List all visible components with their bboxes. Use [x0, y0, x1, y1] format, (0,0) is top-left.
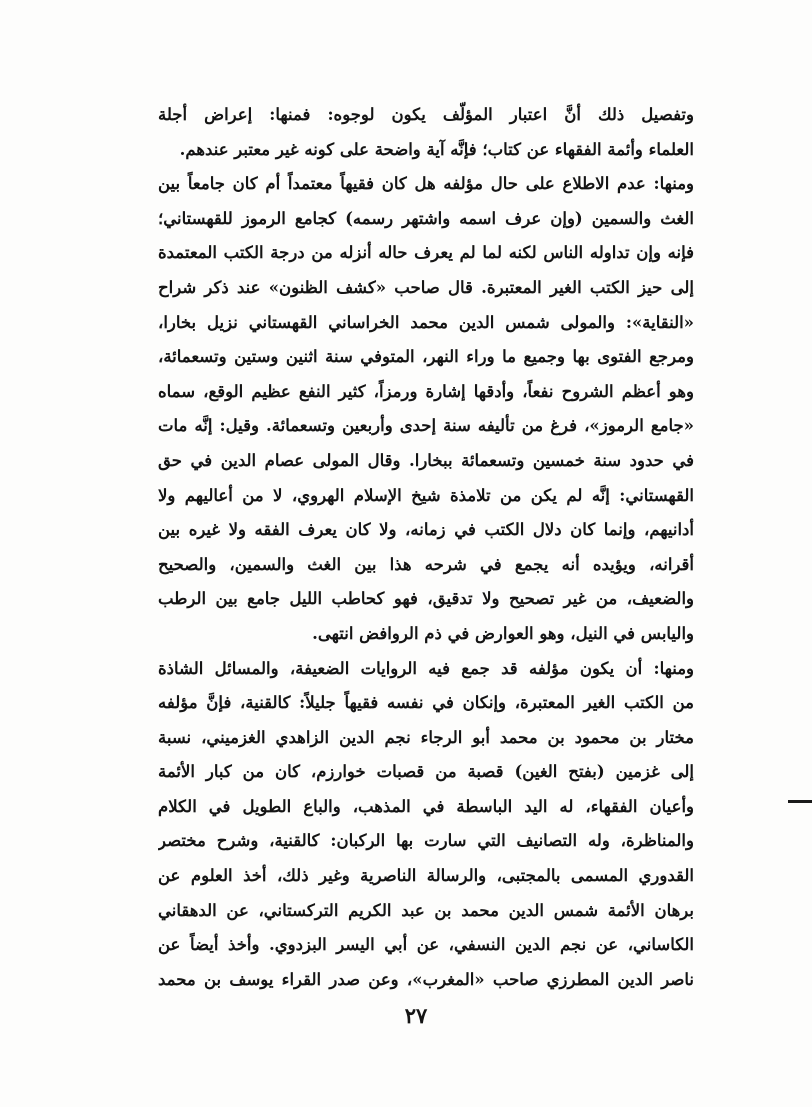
text-line: برهان الأئمة شمس الدين محمد بن عبد الكريم التركستاني، عن الدهقاني [158, 900, 694, 920]
text-line: ومنها: أن يكون مؤلفه قد جمع فيه الروايات الضعيفة، والمسائل الشاذة [158, 658, 694, 678]
text-line: فإنه وإن تداوله الناس لكنه لما لم يعرف حاله أنزله من درجة الكتب المعتمدة [158, 243, 694, 263]
text-line: وهو أعظم الشروح نفعاً، وأدقها إشارة ورمزاً، كثير النفع عظيم الوقع، سماه [158, 381, 694, 401]
text-line: وتفصيل ذلك أنَّ اعتبار المؤلّف يكون لوجوه: فمنها: إعراض أجلة [158, 105, 694, 124]
text-line: العلماء وأئمة الفقهاء عن كتاب؛ فإنَّه آية واضحة على كونه غير معتبر عندهم. [179, 139, 694, 159]
text-line: ناصر الدين المطرزي صاحب «المغرب»، وعن صدر القراء يوسف بن محمد [158, 969, 694, 989]
text-line: ومرجع الفتوى بها وجميع ما وراء النهر، المتوفي سنة اثنين وستين وتسعمائة، [158, 347, 694, 367]
text-line: أقرانه، ويؤيده أنه يجمع في شرحه هذا بين الغث والسمين، والصحيح [158, 554, 694, 574]
text-line: إلى حيز الكتب الغير المعتبرة. قال صاحب «كشف الظنون» عند ذكر شراح [158, 277, 694, 297]
text-line: إلى غزمين (بفتح الغين) قصبة من قصبات خوارزم، كان من كبار الأئمة [158, 762, 694, 782]
page-number: ٢٧ [404, 1003, 428, 1028]
text-line: من الكتب الغير المعتبرة، وإنكان في نفسه فقيهاً جليلاً: كالقنية، فإنَّ مؤلفه [158, 693, 694, 713]
text-line: والمناظرة، وله التصانيف التي سارت بها الركبان: كالقنية، وشرح مختصر [158, 831, 694, 851]
text-line: في حدود سنة خمسين وتسعمائة ببخارا. وقال المولى عصام الدين في حق [158, 450, 694, 470]
text-line: وأعيان الفقهاء، له اليد الباسطة في المذهب، والباع الطويل في الكلام [158, 796, 694, 816]
text-line: القهستاني: إنَّه لم يكن من تلامذة شيخ الإسلام الهروي، لا من أعاليهم ولا [158, 485, 694, 505]
text-line: ومنها: عدم الاطلاع على حال مؤلفه هل كان فقيهاً معتمداً أم كان جامعاً بين [158, 174, 694, 194]
text-line: مختار بن محمود بن محمد أبو الرجاء نجم الدين الزاهدي الغزميني، نسبة [158, 727, 694, 747]
text-line: «جامع الرموز»، فرغ من تأليفه سنة إحدى وأربعين وتسعمائة. وقيل: إنَّه مات [158, 416, 694, 436]
text-line: القدوري المسمى بالمجتبى، والرسالة الناصرية وغير ذلك، أخذ العلوم عن [158, 866, 694, 886]
text-line: الكاساني، عن نجم الدين النسفي، عن أبي اليسر البزدوي. وأخذ أيضاً عن [158, 935, 694, 955]
text-line: الغث والسمين (وإن عرف اسمه واشتهر رسمه) كجامع الرموز للقهستاني؛ [158, 208, 694, 228]
text-line: أدانيهم، وإنما كان دلال الكتب في زمانه، ولا كان يعرف الفقه ولا غيره بين [158, 520, 694, 540]
margin-mark [788, 800, 812, 803]
text-line: «النقاية»: والمولى شمس الدين محمد الخراساني القهستاني نزيل بخارا، [158, 312, 694, 332]
body-text [158, 98, 694, 997]
text-line: واليابس في النيل، وهو العوارض في ذم الروافض انتهى. [312, 623, 694, 643]
text-line: والضعيف، من غير تصحيح ولا تدقيق، فهو كحاطب الليل جامع بين الرطب [158, 589, 694, 609]
